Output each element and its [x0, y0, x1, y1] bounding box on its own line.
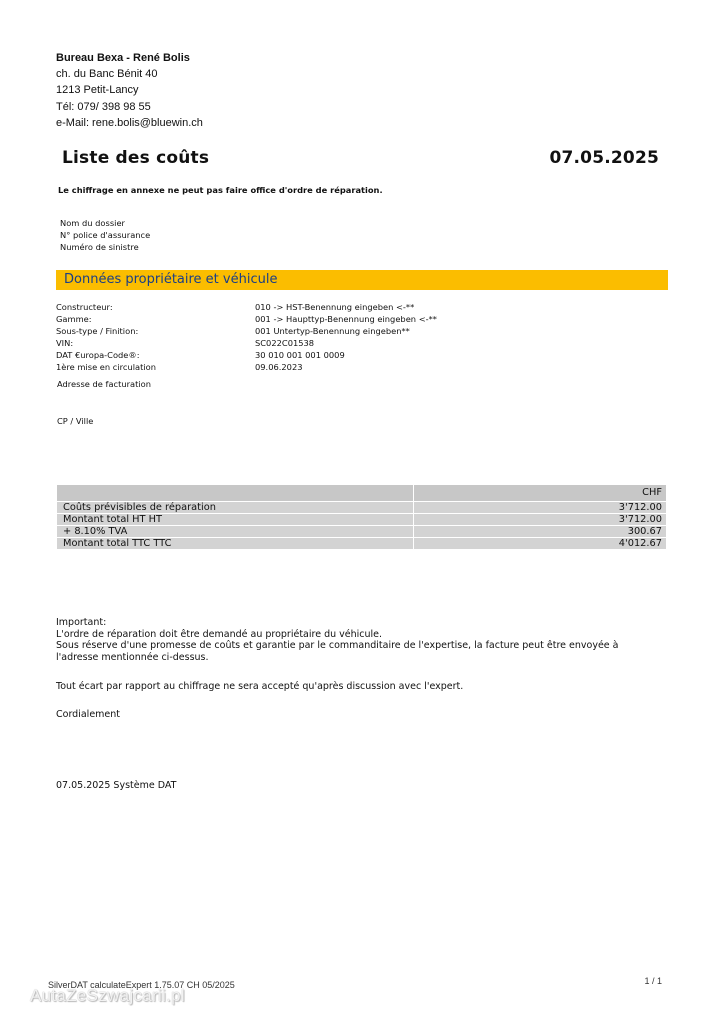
- signature-line: 07.05.2025 Système DAT: [56, 780, 177, 791]
- document-date: 07.05.2025: [549, 148, 659, 168]
- table-row: [57, 538, 667, 550]
- cost-label: Montant total HT HT: [57, 514, 414, 526]
- disclaimer: Le chiffrage en annexe ne peut pas faire office d'ordre de réparation.: [58, 185, 383, 195]
- sender-email: e-Mail: rene.bolis@bluewin.ch: [56, 116, 203, 129]
- costs-table: [56, 484, 667, 550]
- vehicle-value: 30 010 001 001 0009: [255, 350, 345, 361]
- vehicle-value: 09.06.2023: [255, 362, 303, 373]
- vehicle-row: [56, 361, 476, 373]
- vehicle-value: 001 -> Haupttyp-Benennung eingeben <-**: [255, 314, 437, 325]
- postcode-city-label: CP / Ville: [57, 416, 94, 426]
- vehicle-row: [56, 349, 476, 361]
- dossier-label: Nom du dossier: [60, 218, 125, 228]
- sender-phone: Tél: 079/ 398 98 55: [56, 100, 151, 113]
- vehicle-value: SC022C01538: [255, 338, 315, 349]
- cost-label: Coûts prévisibles de réparation: [57, 502, 414, 514]
- table-row: [57, 514, 667, 526]
- billing-address-label: Adresse de facturation: [57, 379, 151, 389]
- watermark: AutaZeSzwajcarii.pl: [30, 986, 185, 1005]
- vehicle-row: [56, 313, 476, 325]
- footer-software: SilverDAT calculateExpert 1.75.07 CH 05/2025: [48, 980, 235, 990]
- closing: Cordialement: [56, 709, 121, 720]
- cost-value: 4'012.67: [414, 538, 667, 550]
- table-row: [57, 526, 667, 538]
- notes-heading: Important:: [56, 617, 107, 628]
- claim-label: Numéro de sinistre: [60, 242, 139, 253]
- important-notes: [56, 617, 646, 663]
- vehicle-label: 1ère mise en circulation: [56, 362, 157, 373]
- vehicle-label: Constructeur:: [56, 302, 113, 312]
- document-title: Liste des coûts: [62, 148, 210, 168]
- policy-label: N° police d'assurance: [60, 230, 151, 241]
- sender-street: ch. du Banc Bénit 40: [56, 68, 158, 81]
- case-info: [60, 217, 150, 254]
- vehicle-label: DAT €uropa-Code®:: [56, 350, 140, 361]
- sender-name: Bureau Bexa - René Bolis: [56, 52, 190, 64]
- costs-header-row: [57, 485, 667, 502]
- vehicle-row: [56, 301, 476, 313]
- vehicle-details: [56, 301, 476, 374]
- vehicle-label: Gamme:: [56, 314, 92, 325]
- section-header: Données propriétaire et véhicule: [56, 270, 668, 290]
- sender-city: 1213 Petit-Lancy: [56, 84, 139, 97]
- cost-label: Montant total TTC TTC: [57, 538, 414, 550]
- notes-line-1: L'ordre de réparation doit être demandé au propriétaire du véhicule.: [56, 628, 383, 640]
- vehicle-label: Sous-type / Finition:: [56, 326, 139, 337]
- table-row: [57, 502, 667, 514]
- cost-label: + 8.10% TVA: [57, 526, 414, 538]
- vehicle-row: [56, 325, 476, 337]
- notes-line-2: Sous réserve d'une promesse de coûts et garantie par le commanditaire de l'expertise, la facture peut être envoyée à l'adresse mentionnée ci-dessus.: [56, 640, 619, 663]
- vehicle-label: VIN:: [56, 338, 74, 349]
- sender-block: [56, 50, 203, 131]
- discussion-note: Tout écart par rapport au chiffrage ne sera accepté qu'après discussion avec l'expert.: [56, 681, 464, 692]
- currency-header: CHF: [414, 485, 667, 502]
- page-number: 1 / 1: [644, 976, 662, 986]
- cost-value: 3'712.00: [414, 514, 667, 526]
- vehicle-value: 010 -> HST-Benennung eingeben <-**: [255, 302, 415, 312]
- vehicle-row: [56, 337, 476, 349]
- vehicle-value: 001 Untertyp-Benennung eingeben**: [255, 326, 410, 337]
- cost-value: 300.67: [414, 526, 667, 538]
- cost-value: 3'712.00: [414, 502, 667, 514]
